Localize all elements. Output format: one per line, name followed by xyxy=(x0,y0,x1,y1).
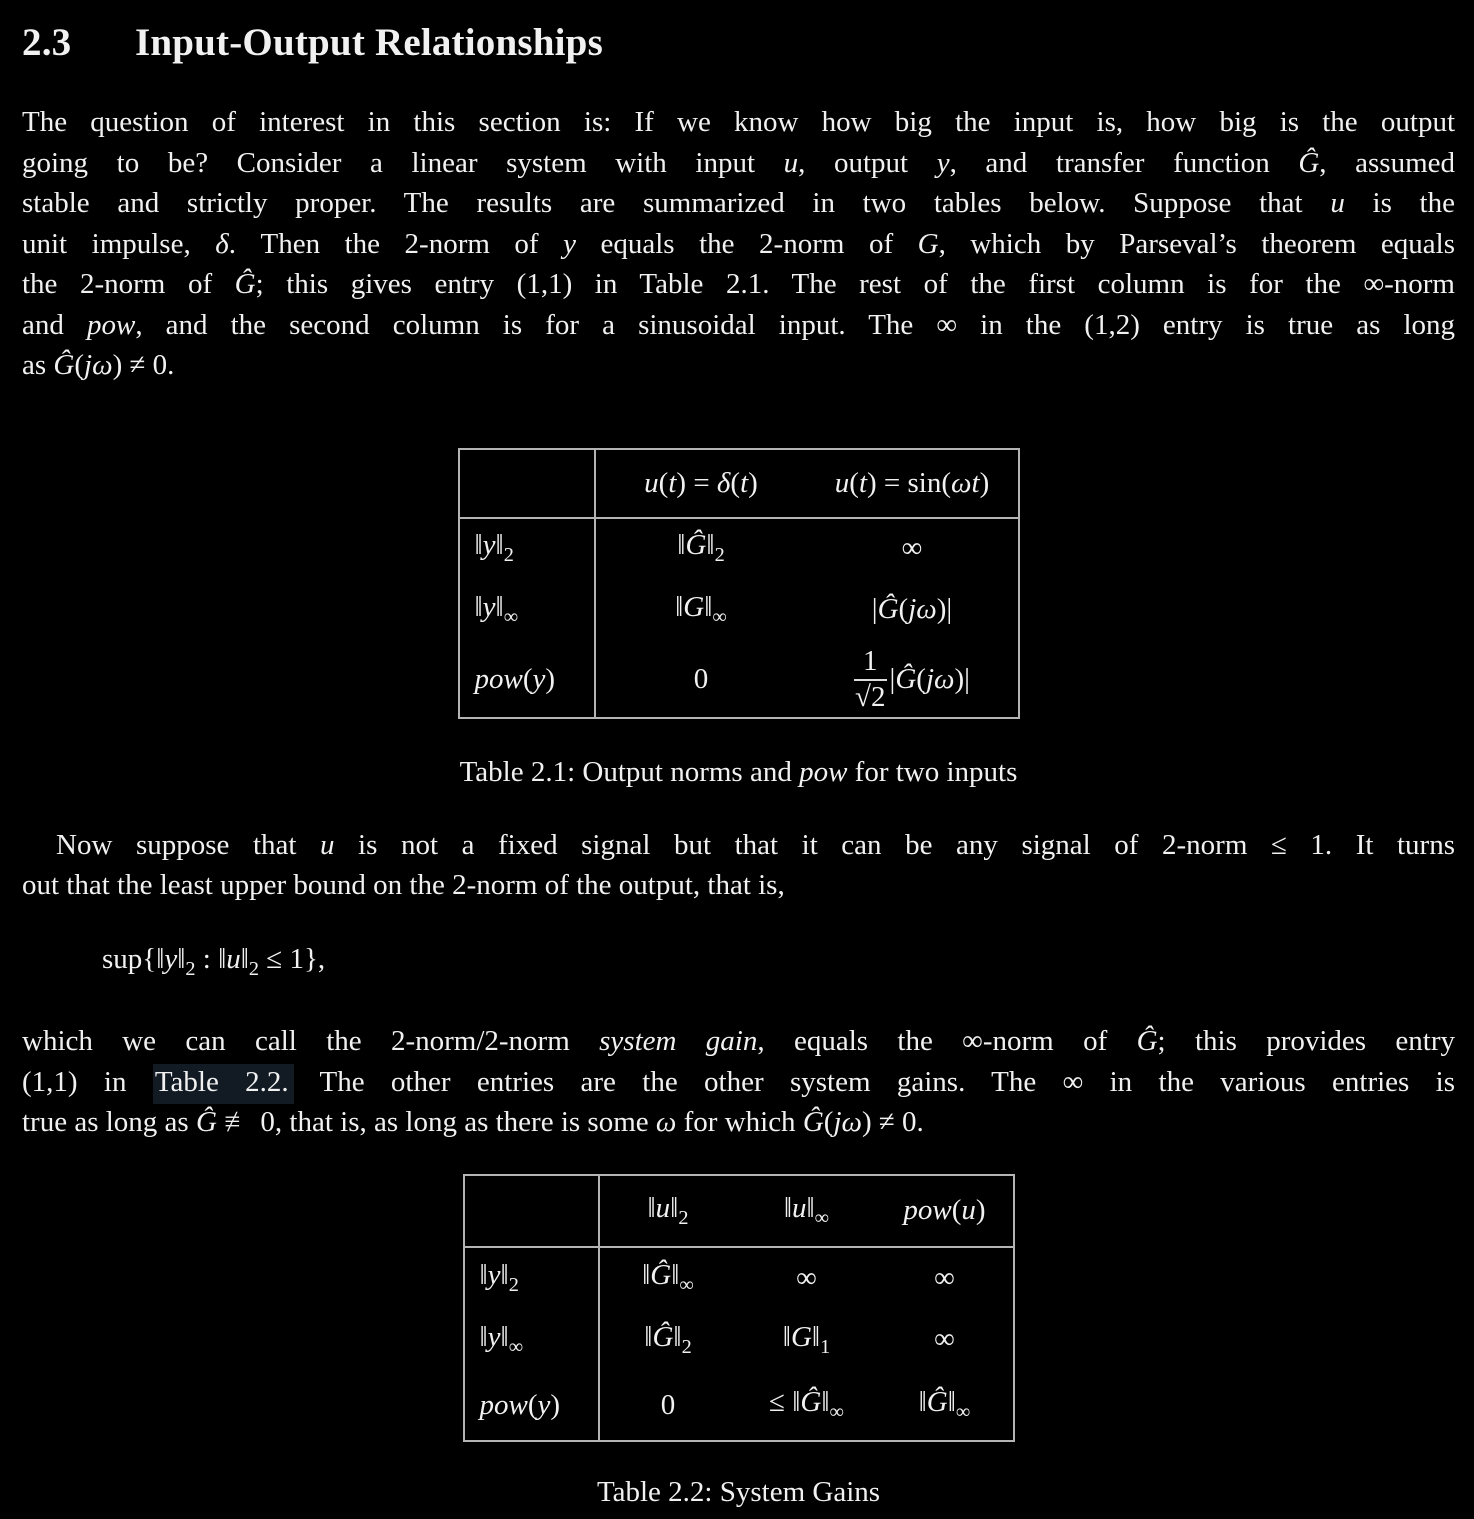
cell: $‖Ĝ‖_\infty$ xyxy=(642,1259,694,1297)
display-equation: $sup\{‖y‖_2$ : $‖u‖_2 \le 1$}, xyxy=(102,942,326,980)
text-line: Now suppose that u is not a fixed signal but that it can be any signal of 2-norm ≤ 1. It turns xyxy=(56,828,1455,861)
row-label: $‖y‖_\infty$ xyxy=(459,578,595,642)
table-2-2 xyxy=(463,1174,1015,1442)
cell: ∞ xyxy=(901,531,923,564)
row-label: $‖y‖_2$ xyxy=(464,1247,599,1309)
cell xyxy=(807,642,1019,718)
table-row xyxy=(459,578,1019,642)
paragraph-intro xyxy=(22,102,1455,386)
cell: $‖Ĝ‖_\infty$ xyxy=(918,1386,971,1424)
table-2-1 xyxy=(458,448,1020,719)
text-line: and pow, and the second column is for a sinusoidal input. The ∞ in the (1,2) entry is true as long xyxy=(22,308,1456,341)
text-line: as Ĝ(jω) ≠ 0. xyxy=(22,349,175,381)
table-header-row xyxy=(459,449,1019,518)
table-row xyxy=(464,1371,1014,1441)
section-number: 2.3 xyxy=(22,21,72,64)
row-label: $‖y‖_\infty$ xyxy=(464,1309,599,1371)
table-row xyxy=(464,1247,1014,1309)
text-line: which we can call the 2-norm/2-norm system gain, equals the ∞-norm of Ĝ; this provides entry xyxy=(22,1025,1456,1058)
corner-cell xyxy=(459,449,595,518)
fraction-rest: |Ĝ(jω)| xyxy=(889,663,970,695)
paragraph-gains xyxy=(22,1021,1455,1143)
table-2-2-caption: Table 2.2: System Gains xyxy=(596,1475,881,1508)
text-line: The question of interest in this section is: If we know how big the input is, how big is the output xyxy=(22,106,1455,138)
cell: $‖G‖_1$ xyxy=(782,1320,831,1358)
table-2-2-link[interactable]: Table 2.2. xyxy=(153,1064,294,1104)
cell: ∞ xyxy=(796,1261,817,1294)
text-line: the 2-norm of Ĝ; this gives entry (1,1) in Table 2.1. The rest of the first column is for the ∞-norm xyxy=(22,268,1455,300)
cell: 0 xyxy=(660,1388,676,1421)
table-row xyxy=(459,518,1019,578)
cell: ≤ $‖Ĝ‖_\infty$ xyxy=(769,1386,844,1424)
fraction xyxy=(854,646,887,713)
row-label: $‖y‖_2$ xyxy=(459,518,595,578)
cell: $‖G‖_\infty$ xyxy=(675,590,727,628)
table-row xyxy=(464,1309,1014,1371)
cell: |Ĝ(jω)| xyxy=(871,593,953,625)
fraction-denominator: √2 xyxy=(855,680,886,713)
cell: $‖Ĝ‖_2$ xyxy=(677,529,725,566)
table-2-2-container xyxy=(22,1174,1455,1442)
row-label: pow(y) xyxy=(459,642,595,718)
column-header: pow(u) xyxy=(903,1194,986,1227)
table-2-1-caption: Table 2.1: Output norms and pow for two inputs xyxy=(459,755,1018,788)
cell: ∞ xyxy=(934,1261,955,1294)
column-header: u(t) = δ(t) xyxy=(644,466,758,499)
text-line: going to be? Consider a linear system with input u, output y, and transfer function Ĝ, assumed xyxy=(22,146,1456,179)
table-header-row xyxy=(464,1175,1014,1247)
fraction-expression xyxy=(854,646,970,713)
column-header: $‖u‖_\infty$ xyxy=(783,1191,830,1229)
fraction-numerator: 1 xyxy=(854,646,887,680)
text-line: stable and strictly proper. The results are summarized in two tables below. Suppose that u is the xyxy=(22,187,1455,219)
text-line: (1,1) in Table 2.2. The other entries are the other system gains. The ∞ in the various entries is xyxy=(22,1062,1455,1103)
corner-cell xyxy=(464,1175,599,1247)
column-header: u(t) = sin(ωt) xyxy=(834,466,990,499)
paragraph-sup xyxy=(22,825,1455,906)
row-label: pow(y) xyxy=(464,1371,599,1441)
column-header: $‖u‖_2$ xyxy=(647,1191,689,1229)
cell: ∞ xyxy=(934,1323,955,1356)
cell: $‖Ĝ‖_2$ xyxy=(644,1320,692,1358)
text-line: unit impulse, δ. Then the 2-norm of y equals the 2-norm of G, which by Parseval’s theorem equals xyxy=(22,227,1455,260)
section-heading xyxy=(22,20,1455,66)
table-2-1-container xyxy=(22,448,1455,719)
text-line: true as long as Ĝ ≢ 0, that is, as long as there is some ω for which Ĝ(jω) ≠ 0. xyxy=(22,1106,924,1139)
text-line: out that the least upper bound on the 2-norm of the output, that is, xyxy=(22,869,785,901)
cell: 0 xyxy=(693,662,709,695)
section-title: Input-Output Relationships xyxy=(135,21,603,64)
table-row xyxy=(459,642,1019,718)
